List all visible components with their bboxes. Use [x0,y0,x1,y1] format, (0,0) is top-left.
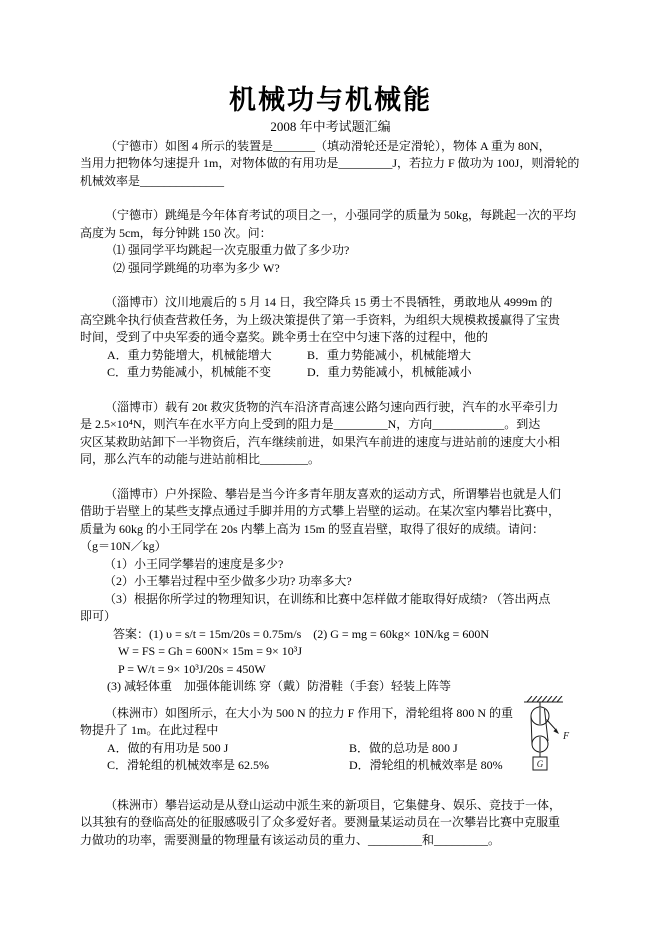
choice-row-ab [80,347,581,365]
answer-formula-power: P = W/t = 9× 10³J/20s = 450W [118,661,266,676]
answer-label: 答案： [113,626,150,641]
text-line: 质量为 60kg 的小王同学在 20s 内攀上高为 15m 的竖直岩壁，取得了很好的成绩。请问： [80,521,545,536]
question-zibo-truck [80,399,581,469]
text-line: 以其独有的登临高处的征服感吸引了众多爱好者。要测量某运动员在一次攀岩比赛中克服重 [80,815,561,829]
question-zibo-climbing [80,486,581,626]
question-zibo-parachute [80,294,581,382]
sub-question-3: （3）根据你所学过的物理知识，在训练和比赛中怎样做才能取得好成绩? （答出两点 [104,591,551,606]
choice-row-cd [80,757,581,775]
document-content [80,84,581,849]
text-line: 机械效率是______________ [80,173,225,188]
text-line: 当用力把物体匀速提升 1m，对物体做的有用功是_________J，若拉力 F 做功为 100J，则滑轮的 [80,156,580,170]
force-arrow [553,728,559,734]
text-line: （宁德市）如图 4 所示的装置是_______（填动滑轮还是定滑轮），物体 A 重为 80N， [105,138,551,153]
question-zhuzhou-pulley [80,705,581,775]
sub-question-1: ⑴ 强同学平均跳起一次克服重力做了多少功? [113,243,350,257]
sub-question-1: （1）小王同学攀岩的速度是多少? [104,556,284,571]
page-subtitle: 2008 年中考试题汇编 [270,119,391,134]
page-title: 机械功与机械能 [229,85,432,115]
text-line: 借助于岩壁上的某些支撑点通过手脚并用的方式攀上岩壁的运动。在某次室内攀岩比赛中， [80,504,561,518]
question-ningde-jumprope [80,207,581,277]
text-line: （宁德市）跳绳是今年体育考试的项目之一，小强同学的质量为 50kg，每跳起一次的平均 [105,208,577,222]
text-line: （株洲市）如图所示，在大小为 500 N 的拉力 F 作用下，滑轮组将 800 N 的重 [105,705,514,720]
force-label: F [563,731,570,742]
text-line: （淄博市）户外探险、攀岩是当今许多青年朋友喜欢的运动方式，所谓攀岩也就是人们 [105,486,562,501]
pulley-diagram-icon [521,696,573,778]
choice-option-c: C．重力势能减小，机械能不变 [107,365,272,379]
answer-formula-work: W = FS = Gh = 600N× 15m = 9× 10³J [118,644,302,658]
rope-strands [531,709,556,744]
text-line: 高度为 5cm，每分钟跳 150 次。问： [80,225,272,240]
sub-question-2: （2）小王攀岩过程中至少做多少功? 功率多大? [104,574,352,588]
sub-question-2: ⑵ 强同学跳绳的功率为多少 W? [113,260,280,275]
choice-option-d: D．滑轮组的机械效率是 80% [349,758,503,772]
question-ningde-pulley [80,138,581,191]
answer-line-1 [80,626,581,644]
question-zhuzhou-climbing [80,797,581,850]
text-line: 物提升了 1m。在此过程中 [80,723,219,737]
choice-option-b: B．重力势能减小，机械能增大 [307,347,472,362]
choice-option-b: B．做的总功是 800 J [349,740,458,755]
weight-label: G [536,759,544,769]
choice-option-a: A．重力势能增大，机械能增大 [107,347,272,362]
answer-formula-velocity-weight: (1) υ = s/t = 15m/20s = 0.75m/s (2) G = mg = 60kg× 10N/kg = 600N [149,626,489,641]
choice-option-a: A．做的有用功是 500 J [107,740,229,755]
ceiling-hatching [524,696,563,702]
text-line: （株洲市）攀岩运动是从登山运动中派生来的新项目，它集健身、娱乐、竞技于一体， [105,797,562,812]
text-line: （淄博市）载有 20t 救灾货物的汽车沿济青高速公路匀速向西行驶，汽车的水平牵引力 [105,399,559,414]
movable-pulley [532,736,548,752]
choice-option-c: C．滑轮组的机械效率是 62.5% [107,758,270,772]
text-line: 力做功的功率，需要测量的物理量有该运动员的重力、_________和_________。 [80,832,501,847]
answer-block [80,626,581,696]
choice-row-cd [80,364,581,382]
pulley-figure [521,696,573,778]
answer-part-3: (3) 减轻体重 加强体能训练 穿（戴）防滑鞋（手套）轻装上阵等 [107,679,451,693]
text-line: 同，那么汽车的动能与进站前相比________。 [80,452,321,466]
text-line: 灾区某救助站卸下一半物资后，汽车继续前进，如果汽车前进的速度与进站前的速度大小相 [80,434,561,449]
text-line: 高空跳伞执行侦查营救任务，为上级决策提供了第一手资料，为组织大规模救援赢得了宝贵 [80,312,561,327]
g-constant-note: （g＝10N／kg） [80,539,167,553]
text-line: 是 2.5×10⁴N，则汽车在水平方向上受到的阻力是_________N，方向____________。到达 [80,417,541,431]
choice-option-d: D．重力势能减小，机械能减小 [307,365,472,379]
text-line: （淄博市）汶川地震后的 5 月 14 日，我空降兵 15 勇士不畏牺牲，勇敢地从 4999m 的 [105,295,553,309]
choice-row-ab [80,740,581,758]
text-line: 时间，受到了中央军委的通令嘉奖。跳伞勇士在空中匀速下落的过程中，他的 [80,330,489,344]
text-line: 即可） [80,609,117,623]
